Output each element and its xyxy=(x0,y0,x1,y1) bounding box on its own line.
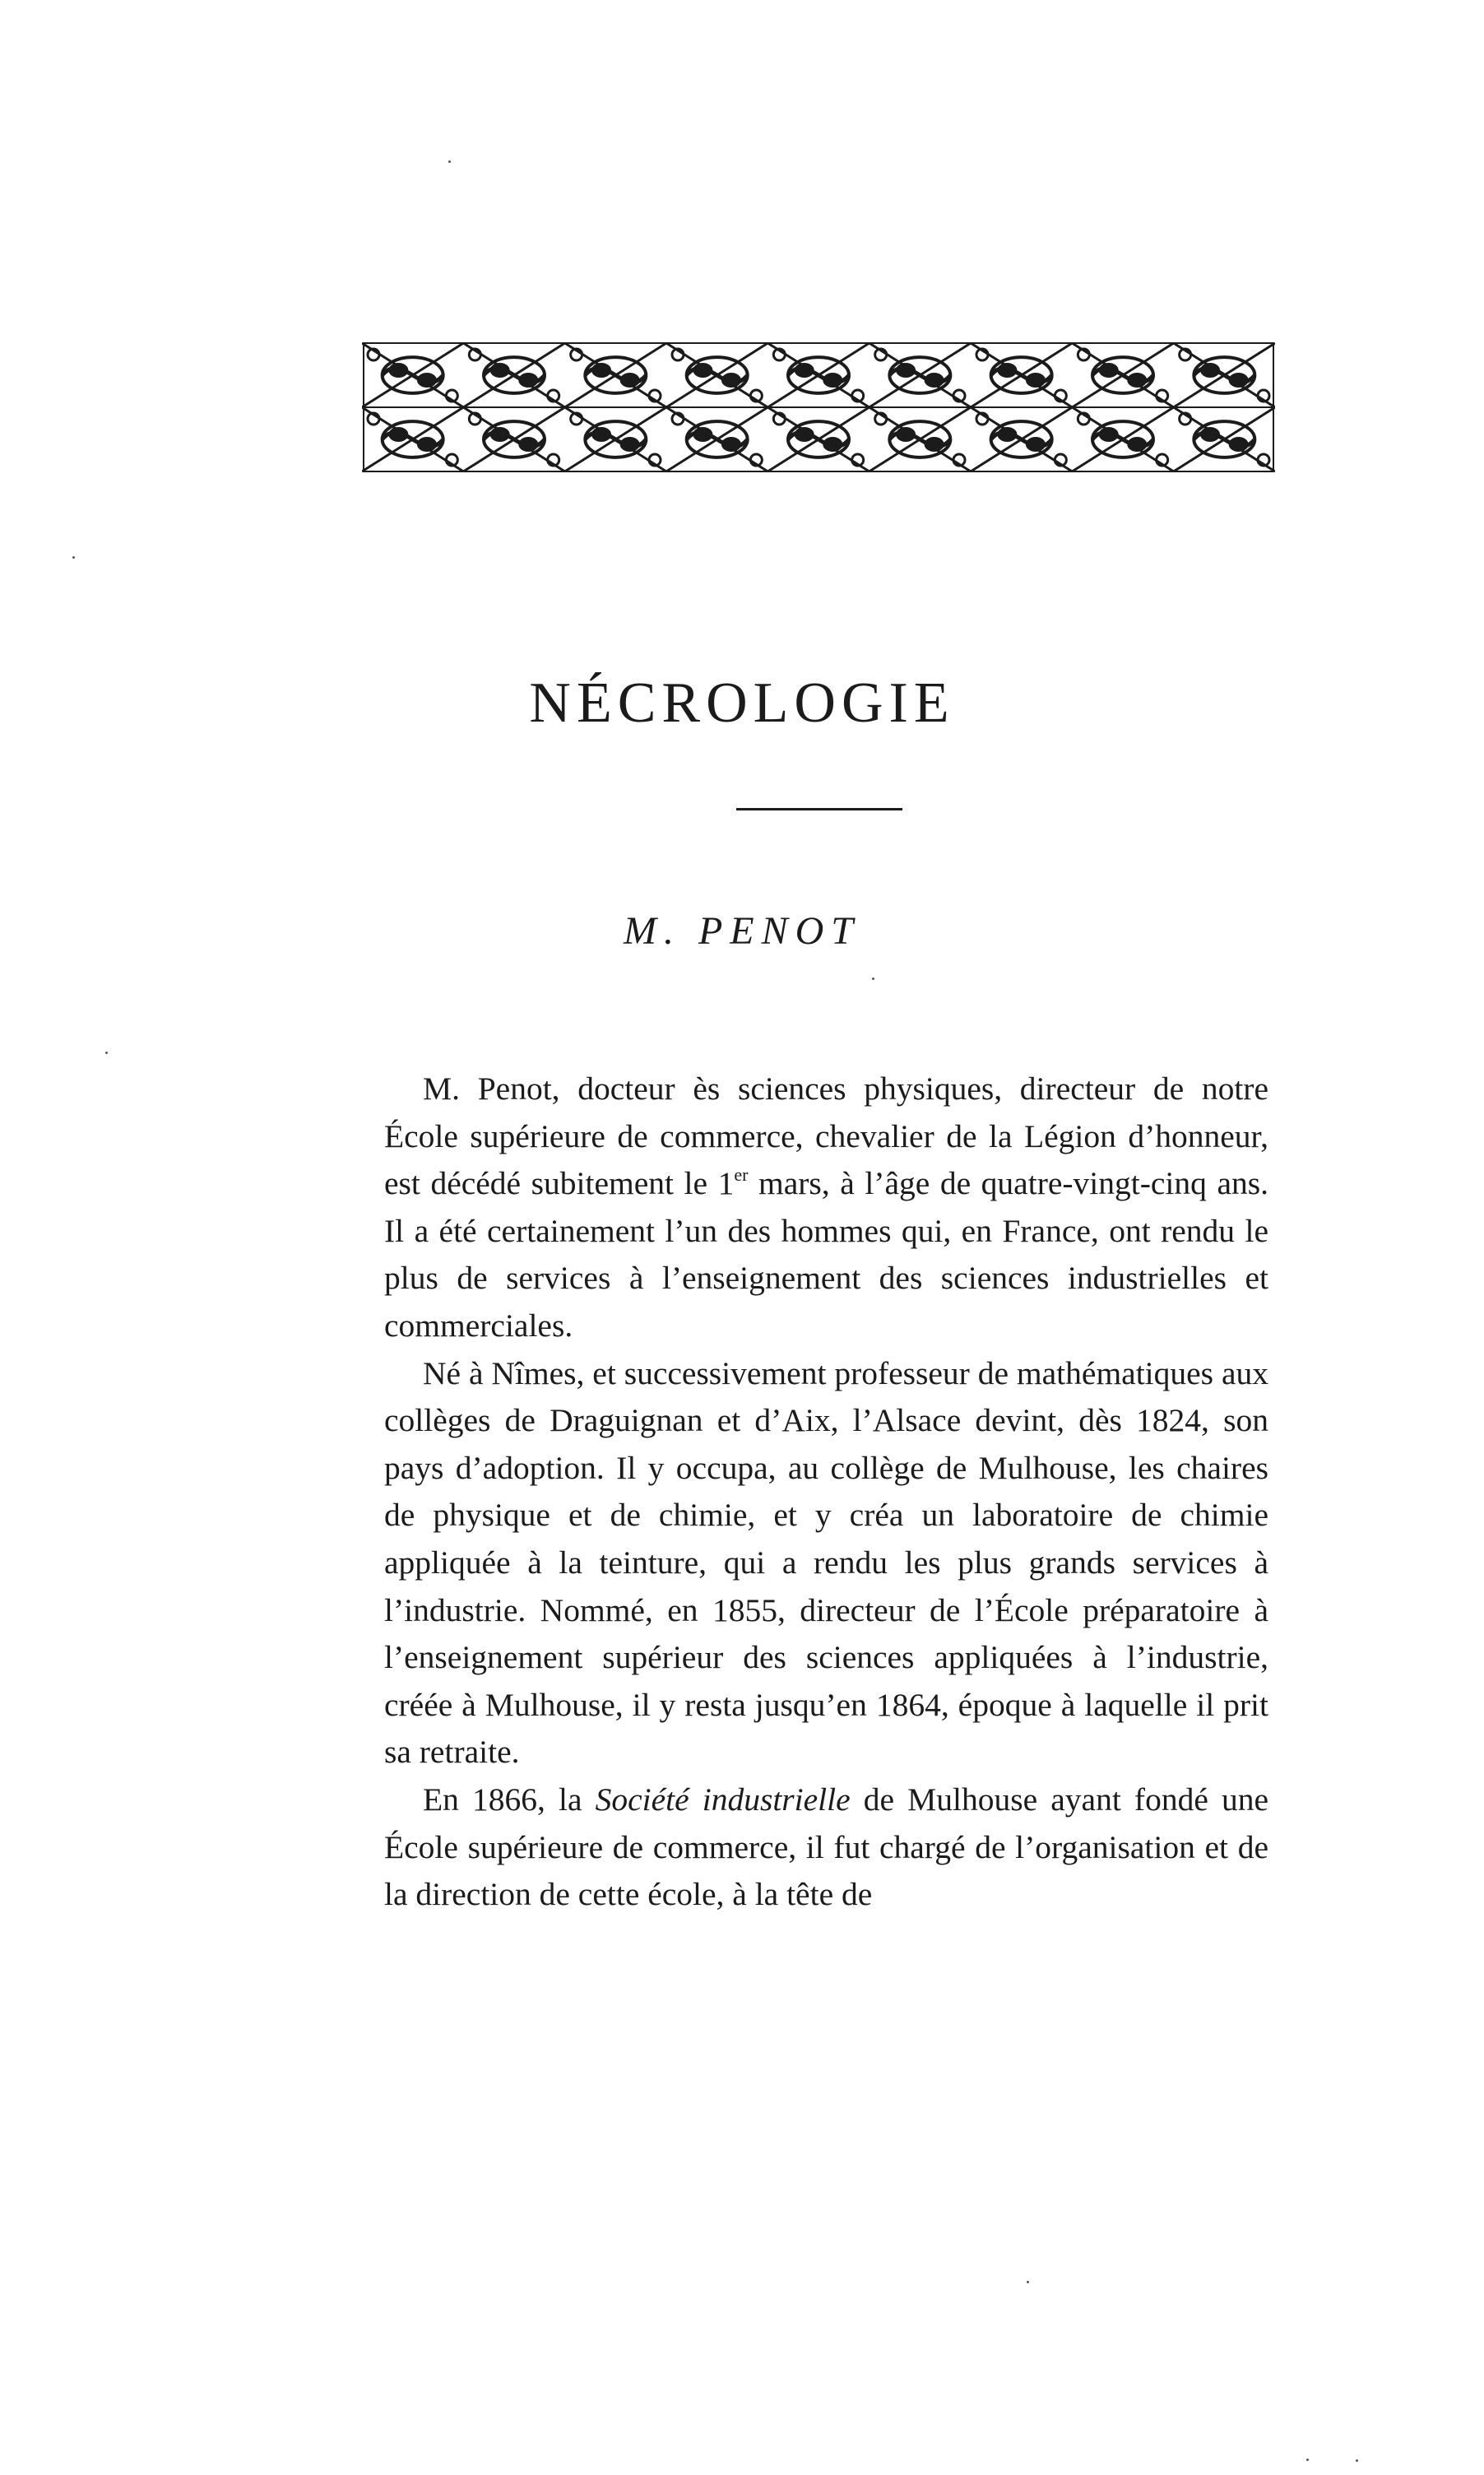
paragraph-2: Né à Nîmes, et successivement professeur de mathématiques aux collèges de Draguignan et d’Aix, l’Alsace devint, dès 1824, son pays d’adoption. Il y occupa, au collège de Mulhouse, les chaires de physique et de chimie, et y créa un laboratoire de chimie appliquée à la teinture, qui a rendu les plus grands services à l’industrie. Nommé, en 1855, directeur de l’École préparatoire à l’enseignement supérieur des sciences appliquées à l’industrie, créée à Mulhouse, il y resta jusqu’en 1864, époque à laquelle il prit sa retraite. xyxy=(384,1354,1268,1771)
article-body xyxy=(384,1066,1268,1919)
paragraph-1-text-a: M. Penot, docteur ès sciences physiques, directeur de notre École supérieure de commerce, chevalier de la Légion d’honneur, est décédé subitement le 1 xyxy=(384,1070,1268,1202)
title-divider xyxy=(736,808,902,810)
paragraph-1 xyxy=(384,1066,1268,1350)
paragraph-1-text-b: mars, à l’âge de quatre-vingt-cinq ans. Il a été certainement l’un des hommes qui, en France, ont rendu le plus de services à l’enseignement des sciences industrielles et commerciales. xyxy=(384,1165,1268,1344)
society-name-italic: Société industrielle xyxy=(595,1781,851,1818)
section-subtitle: M. PENOT xyxy=(624,909,860,953)
ordinal-superscript: er xyxy=(734,1164,749,1186)
paragraph-3-text-a: En 1866, la xyxy=(423,1781,596,1818)
paragraph-3-text-b: de Mulhouse ayant fondé une École supérieure de commerce, il fut chargé de l’organisation et de la direction de cette école, à la tête de xyxy=(384,1781,1268,1913)
interlace-ornament-icon xyxy=(362,341,1275,473)
page-title: NÉCROLOGIE xyxy=(529,671,955,735)
paragraph-3 xyxy=(384,1776,1268,1919)
